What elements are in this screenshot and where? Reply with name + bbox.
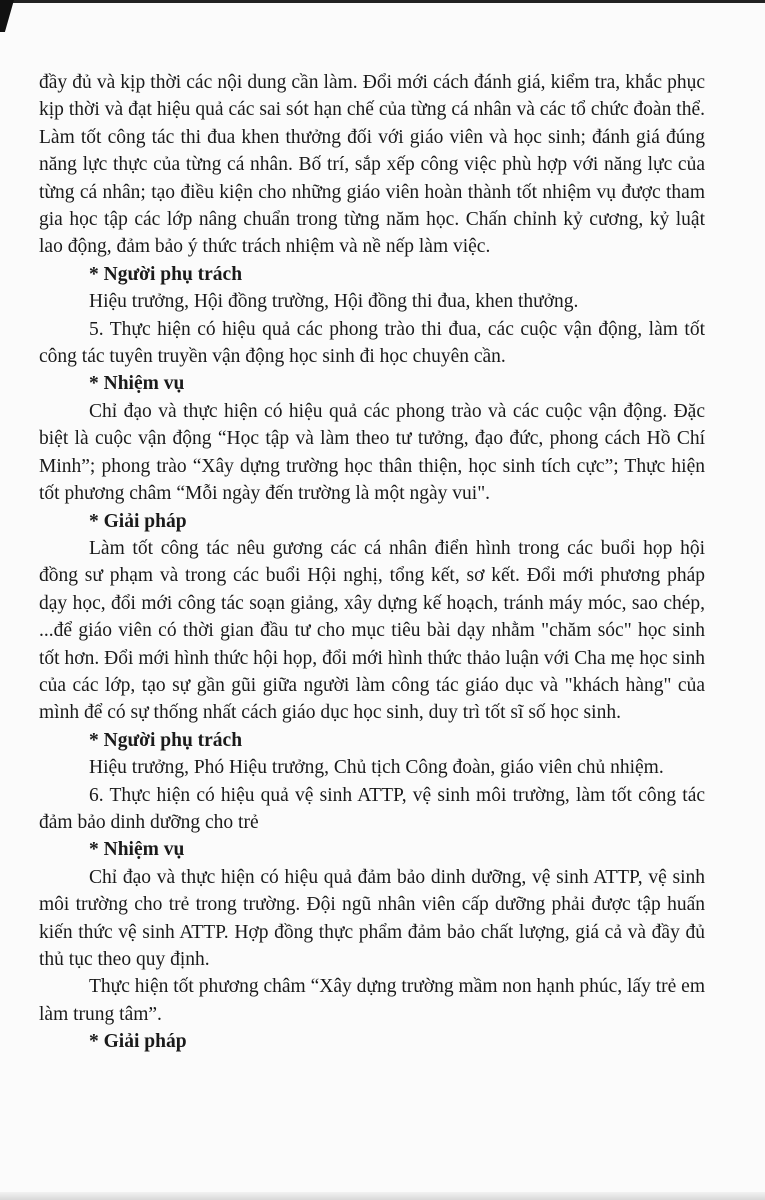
paragraph-continuation: đầy đủ và kịp thời các nội dung cần làm. Đổi mới cách đánh giá, kiểm tra, khắc phục kịp thời và đạt hiệu quả các sai sót hạn chế của từng cá nhân và các tổ chức đoàn thể. Làm tốt công tác thi đua khen thưởng đối với giáo viên và học sinh; đánh giá đúng năng lực thực của từng cá nhân. Bố trí, sắp xếp công việc phù hợp với năng lực của từng cá nhân; tạo điều kiện cho những giáo viên hoàn thành tốt nhiệm vụ được tham gia học tập các lớp nâng chuẩn trong từng năm học. Chấn chỉnh kỷ cương, kỷ luật lao động, đảm bảo ý thức trách nhiệm và nề nếp làm việc. <box>39 72 705 258</box>
paragraph-motto-6: Thực hiện tốt phương châm “Xây dựng trường mầm non hạnh phúc, lấy trẻ em làm trung tâm”. <box>39 976 705 1025</box>
paragraph-responsible-1: Hiệu trưởng, Hội đồng trường, Hội đồng thi đua, khen thưởng. <box>89 291 579 313</box>
paragraph-solutions-5: Làm tốt công tác nêu gương các cá nhân điển hình trong các buổi họp hội đồng sư phạm và trong các buổi Hội nghị, tổng kết, sơ kết. Đổi mới phương pháp dạy học, đổi mới công tác soạn giảng, xây dựng kế hoạch, tránh máy móc, sao chép, ...để giáo viên có thời gian đầu tư cho mục tiêu bài dạy nhằm "chăm sóc" học sinh tốt hơn. Đổi mới hình thức hội họp, đổi mới hình thức thảo luận với Cha mẹ học sinh của các lớp, tạo sự gần gũi giữa người làm công tác giáo dục và "khách hàng" của mình để có sự thống nhất cách giáo dục học sinh, duy trì tốt sĩ số học sinh. <box>39 537 705 724</box>
heading-solutions: * Giải pháp <box>89 1031 187 1053</box>
paragraph-item-5: 5. Thực hiện có hiệu quả các phong trào thi đua, các cuộc vận động, làm tốt công tác tuyên truyền vận động học sinh đi học chuyên cần. <box>39 318 705 368</box>
heading-person-in-charge: * Người phụ trách <box>89 729 243 751</box>
paragraph-item-6: 6. Thực hiện có hiệu quả vệ sinh ATTP, vệ sinh môi trường, làm tốt công tác đảm bảo dinh dưỡng cho trẻ <box>39 784 705 833</box>
paragraph-tasks-5: Chỉ đạo và thực hiện có hiệu quả các phong trào và các cuộc vận động. Đặc biệt là cuộc vận động “Học tập và làm theo tư tưởng, đạo đức, phong cách Hồ Chí Minh”; phong trào “Xây dựng trường học thân thiện, học sinh tích cực”; Thực hiện tốt phương châm “Mỗi ngày đến trường là một ngày vui". <box>39 400 705 505</box>
page-bottom-edge <box>0 1192 765 1200</box>
scan-corner-mark <box>0 0 14 32</box>
heading-tasks: * Nhiệm vụ <box>89 373 185 395</box>
document-page <box>39 69 705 1056</box>
heading-solutions: * Giải pháp <box>89 510 187 532</box>
paragraph-responsible-2: Hiệu trưởng, Phó Hiệu trưởng, Chủ tịch Công đoàn, giáo viên chủ nhiệm. <box>89 757 664 779</box>
page-top-edge <box>0 0 765 3</box>
paragraph-tasks-6: Chỉ đạo và thực hiện có hiệu quả đảm bảo dinh dưỡng, vệ sinh ATTP, vệ sinh môi trường cho trẻ trong trường. Đội ngũ nhân viên cấp dưỡng phải được tập huấn kiến thức vệ sinh ATTP. Hợp đồng thực phẩm đảm bảo chất lượng, giá cả và đầy đủ thủ tục theo quy định. <box>39 866 705 970</box>
heading-person-in-charge: * Người phụ trách <box>89 263 243 285</box>
heading-tasks: * Nhiệm vụ <box>89 839 185 861</box>
